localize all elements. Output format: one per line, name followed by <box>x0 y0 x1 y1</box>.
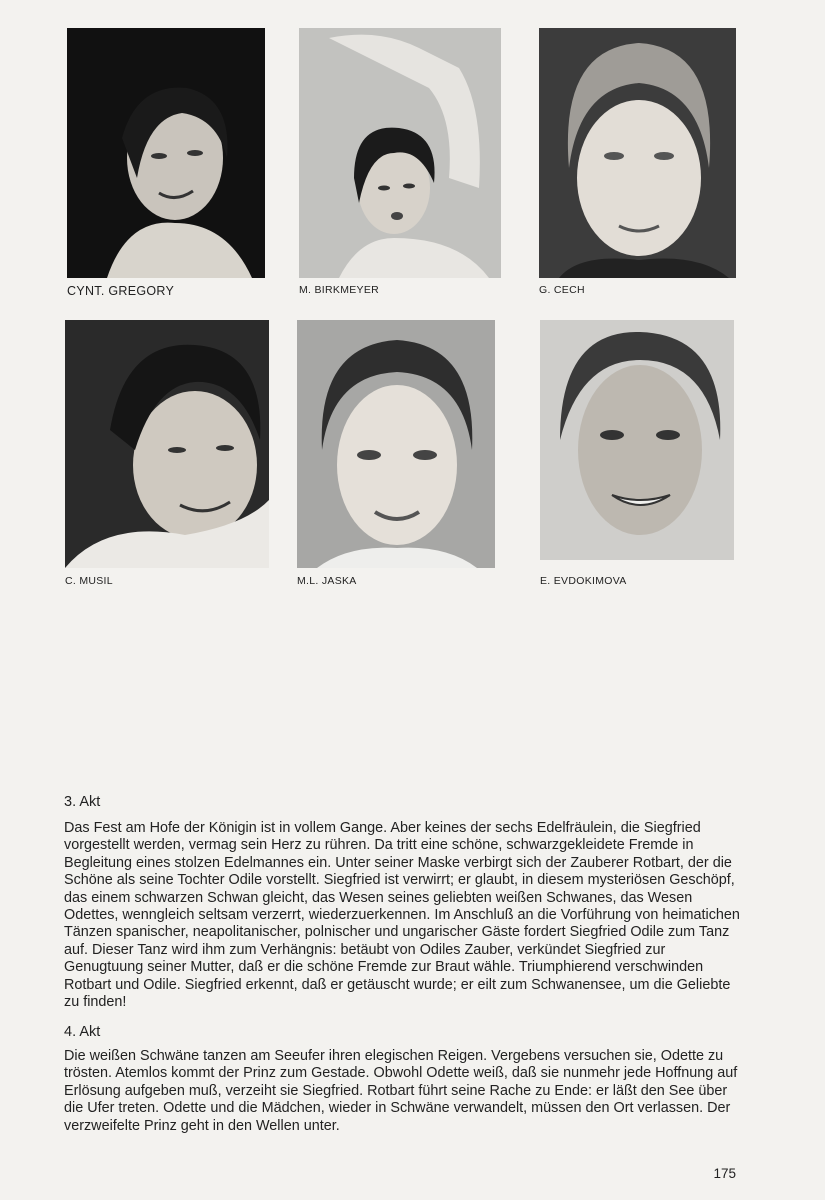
caption-e-evdokimova: E. EVDOKIMOVA <box>540 575 627 587</box>
portrait-image <box>539 28 736 278</box>
portrait-e-evdokimova <box>540 320 734 560</box>
portrait-image <box>297 320 495 568</box>
portrait-m-l-jaska <box>297 320 495 568</box>
page-number: 175 <box>713 1166 736 1181</box>
portrait-image <box>65 320 269 568</box>
caption-m-birkmeyer: M. BIRKMEYER <box>299 284 380 296</box>
act3-text: Das Fest am Hofe der Königin ist in vollem Gange. Aber keines der sechs Edelfräulein, die Siegfried vorgestellt werden, vermag sein Herz zu rühren. Da tritt eine schöne, schwarzgekleidete Fremde in Begleitung eines stolzen Edelmannes ein. Unter seiner Maske verbirgt sich der Zauberer Rotbart, der die Schöne als seine Tochter Odile vorstellt. Siegfried ist verwirrt; er glaubt, in diesem mysteriösen Geschöpf, das einem schwarzen Schwan gleicht, das Wesen seines geliebten weißen Schwanes, das Wesen Odettes, wenngleich seltsam verzerrt, wiederzuerkennen. Im Anschluß an die Vorführung von heimatichen Tänzen spanischer, neapolitanischer, polnischer und ungarischer Gäste fordert Siegfried Odile zum Tanz auf. Dieser Tanz wird ihm zum Verhängnis: betäubt von Odiles Zauber, verkündet Siegfried zur Genugtuung seiner Mutter, daß er die schöne Fremde zur Braut wähle. Triumphierend verschwinden Rotbart und Odile. Siegfried erkennt, daß er getäuscht wurde; er eilt zum Schwanensee, um die Geliebte zu finden! <box>64 820 740 1011</box>
act4-text: Die weißen Schwäne tanzen am Seeufer ihren elegischen Reigen. Vergebens versuchen sie, Odette zu trösten. Atemlos kommt der Prinz zum Gestade. Obwohl Odette weiß, daß sie nunmehr jede Hoffnung auf Erlösung aufgeben muß, verzeiht sie Siegfried. Rotbart führt seine Rache zu Ende: er läßt den See über die Ufer treten. Odette und die Mädchen, wieder in Schwäne verwandelt, müssen den Ort verlassen. Der verzweifelte Prinz geht in den Wellen unter. <box>64 1048 738 1134</box>
caption-cynt-gregory: CYNT. GREGORY <box>67 284 175 298</box>
portrait-image <box>540 320 734 560</box>
portrait-image <box>67 28 265 278</box>
portrait-g-cech <box>539 28 736 278</box>
portrait-image <box>299 28 501 278</box>
portrait-cynt-gregory <box>67 28 265 278</box>
act4-heading: 4. Akt <box>64 1024 101 1040</box>
portrait-c-musil <box>65 320 269 568</box>
act3-heading: 3. Akt <box>64 794 101 810</box>
caption-m-l-jaska: M.L. JASKA <box>297 575 357 587</box>
portrait-m-birkmeyer <box>299 28 501 278</box>
caption-g-cech: G. CECH <box>539 284 585 296</box>
caption-c-musil: C. MUSIL <box>65 575 113 587</box>
